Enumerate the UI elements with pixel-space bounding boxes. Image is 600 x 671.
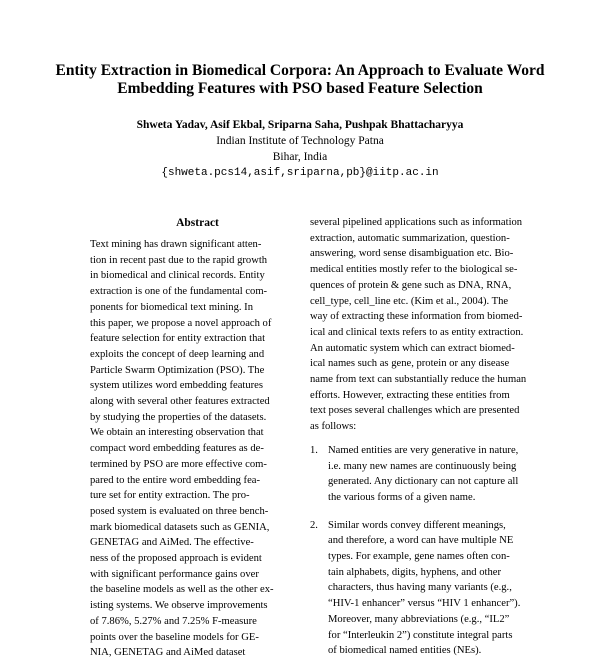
- abstract-body: [90, 237, 305, 661]
- text-line: exploits the concept of deep learning and: [90, 348, 265, 360]
- text-line: with significant performance gains over: [90, 568, 259, 580]
- text-line: ical and clinical texts refers to as entity extraction.: [310, 326, 524, 338]
- list-item-text: [328, 518, 535, 659]
- text-line: pared to the entire word embedding fea-: [90, 474, 261, 486]
- list-item: [310, 443, 535, 506]
- text-line: feature selection for entity extraction that: [90, 333, 266, 345]
- right-column: [310, 215, 535, 671]
- author-emails: {shweta.pcs14,asif,sriparna,pb}@iitp.ac.in: [161, 167, 439, 179]
- text-line: ical names such as gene, protein or any disease: [310, 358, 510, 370]
- left-column: [90, 216, 305, 661]
- text-line: of 7.86%, 5.27% and 7.25% F-measure: [90, 615, 257, 627]
- text-line: as follows:: [310, 421, 357, 433]
- author-block: [0, 117, 600, 181]
- text-line: by studying the properties of the datasets.: [90, 411, 267, 423]
- text-line: medical entities mostly refer to the biological se-: [310, 264, 518, 276]
- text-line: Named entities are very generative in nature,: [328, 444, 519, 456]
- text-line: cell_type, cell_line etc. (Kim et al., 2004). The: [310, 295, 509, 307]
- text-line: termined by PSO are more effective com-: [90, 458, 267, 470]
- text-line: way of extracting these information from biomed-: [310, 311, 523, 323]
- text-line: name from text can substantially reduce the human: [310, 374, 527, 386]
- text-line: extraction is one of the fundamental com-: [90, 286, 268, 298]
- title-line: Embedding Features with PSO based Feature Selection: [117, 80, 483, 97]
- text-line: i.e. many new names are continuously being: [328, 460, 517, 472]
- text-line: compact word embedding features as de-: [90, 443, 264, 455]
- title-line: Entity Extraction in Biomedical Corpora: An Approach to Evaluate Word: [55, 62, 545, 79]
- text-line: An automatic system which can extract biomed-: [310, 342, 515, 354]
- text-line: the baseline models as well as the other ex-: [90, 584, 274, 596]
- location: Bihar, India: [272, 151, 328, 163]
- affiliation: Indian Institute of Technology Patna: [216, 135, 384, 147]
- text-line: efforts. However, extracting these entities from: [310, 389, 510, 401]
- text-line: several pipelined applications such as information: [310, 217, 523, 228]
- list-item: [310, 518, 535, 659]
- text-line: We obtain an interesting observation that: [90, 427, 264, 439]
- abstract-heading: Abstract: [176, 217, 219, 229]
- text-line: tion in recent past due to the rapid growth: [90, 254, 268, 266]
- text-line: Text mining has drawn significant atten-: [90, 239, 262, 250]
- text-line: mark biomedical datasets such as GENIA,: [90, 521, 270, 533]
- text-line: in biomedical and clinical records. Entity: [90, 270, 265, 282]
- author-names: Shweta Yadav, Asif Ekbal, Sriparna Saha, Pushpak Bhattacharyya: [136, 119, 464, 131]
- text-line: isting systems. We observe improvements: [90, 600, 268, 612]
- list-item-number: 2.: [310, 519, 318, 531]
- text-line: ness of the proposed approach is evident: [90, 553, 262, 565]
- intro-paragraph: [310, 215, 535, 435]
- list-item-text: [328, 443, 535, 506]
- text-line: “HIV-1 enhancer” versus “HIV 1 enhancer”).: [328, 598, 521, 610]
- text-line: text poses several challenges which are presented: [310, 405, 520, 417]
- text-line: for “Interleukin 2”) constitute integral parts: [328, 629, 513, 641]
- text-line: and therefore, a word can have multiple NE: [328, 535, 514, 547]
- text-line: system utilizes word embedding features: [90, 380, 263, 392]
- text-line: answering, word sense disambiguation etc. Bio-: [310, 248, 514, 260]
- text-line: tain alphabets, digits, hyphens, and other: [328, 566, 501, 578]
- text-line: generated. Any dictionary can not capture all: [328, 476, 519, 488]
- text-line: points over the baseline models for GE-: [90, 631, 259, 643]
- text-line: posed system is evaluated on three bench-: [90, 505, 269, 517]
- text-line: NIA, GENETAG and AiMed dataset: [90, 647, 246, 659]
- text-line: Particle Swarm Optimization (PSO). The: [90, 364, 265, 376]
- text-line: characters, thus having many variants (e.g.,: [328, 582, 512, 594]
- text-line: ture set for entity extraction. The pro-: [90, 490, 250, 502]
- text-line: of biomedical named entities (NEs).: [328, 645, 482, 657]
- text-line: types. For example, gene names often con-: [328, 551, 510, 563]
- challenge-list: [310, 443, 535, 659]
- text-line: GENETAG and AiMed. The effective-: [90, 537, 254, 549]
- text-line: quences of protein & gene such as DNA, RNA,: [310, 279, 512, 291]
- text-line: Moreover, many abbreviations (e.g., “IL2”: [328, 613, 510, 625]
- text-line: this paper, we propose a novel approach of: [90, 317, 272, 329]
- text-line: the various forms of a given name.: [328, 491, 476, 503]
- list-item-number: 1.: [310, 444, 318, 456]
- paper-title: [40, 62, 560, 98]
- text-line: ponents for biomedical text mining. In: [90, 301, 253, 313]
- text-line: Similar words convey different meanings,: [328, 519, 506, 531]
- text-line: along with several other features extracted: [90, 396, 270, 408]
- text-line: extraction, automatic summarization, question-: [310, 232, 510, 244]
